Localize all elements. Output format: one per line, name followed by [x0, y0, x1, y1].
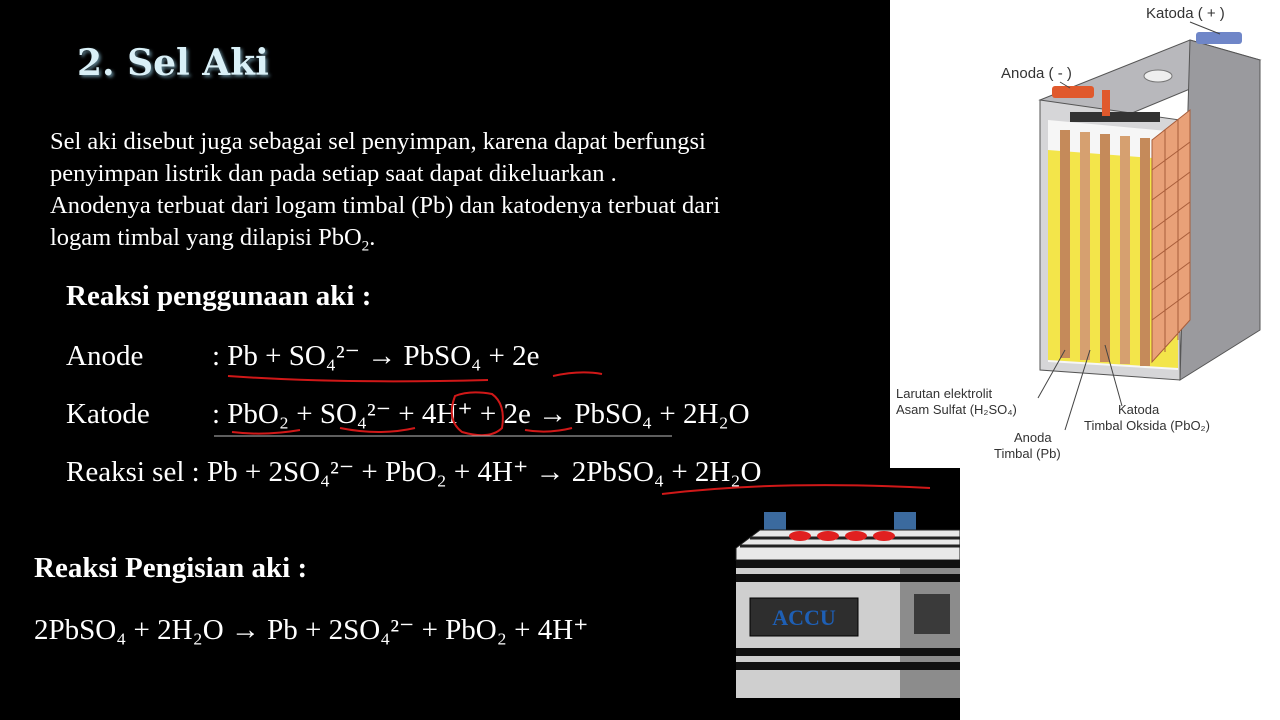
accu-battery-illustration	[730, 508, 960, 698]
cell-equation: : Pb + 2SO₄²⁻ + PbO₂ + 4H⁺ → 2PbSO₄ + 2H₂O	[191, 456, 762, 488]
label-katoda-bottom-1: Katoda	[1118, 402, 1160, 417]
cathode-reaction	[66, 396, 750, 431]
label-anoda-bottom-2: Timbal (Pb)	[994, 446, 1061, 461]
battery-label: ACCU	[772, 605, 836, 630]
cell-reaction	[66, 454, 761, 489]
para-line-4-end: .	[369, 224, 376, 251]
para-line-4-text: logam timbal yang dilapisi PbO	[50, 224, 362, 251]
label-katoda-bottom-2: Timbal Oksida (PbO₂)	[1084, 418, 1210, 433]
para-line-4	[50, 222, 890, 254]
label-electrolyte-2: Asam Sulfat (H₂SO₄)	[896, 402, 1017, 417]
cell-label: Reaksi sel	[66, 456, 185, 488]
intro-paragraph	[50, 126, 890, 254]
label-anoda-bottom-1: Anoda	[1014, 430, 1052, 445]
label-katoda-top: Katoda ( + )	[1146, 5, 1225, 22]
usage-heading: Reaksi penggunaan aki :	[66, 280, 372, 312]
anode-equation: : Pb + SO₄²⁻ → PbSO₄ + 2e	[212, 340, 540, 372]
charging-equation: 2PbSO₄ + 2H₂O → Pb + 2SO₄²⁻ + PbO₂ + 4H⁺	[34, 614, 589, 646]
anode-label: Anode	[66, 340, 144, 372]
para-line-2: penyimpan listrik dan pada setiap saat dapat dikeluarkan .	[50, 160, 617, 187]
para-line-4-sub: 2	[361, 237, 370, 255]
label-electrolyte-1: Larutan elektrolit	[896, 386, 993, 401]
page-title: 2. Sel Aki	[77, 42, 269, 84]
cathode-equation: : PbO₂ + SO₄²⁻ + 4H⁺ + 2e → PbSO₄ + 2H₂O	[212, 398, 750, 430]
blank-area	[960, 466, 1280, 720]
battery-terminal-right	[894, 512, 916, 532]
battery-terminal-left	[764, 512, 786, 532]
battery-cell-diagram	[890, 0, 1280, 468]
para-line-3: Anodenya terbuat dari logam timbal (Pb) dan katodenya terbuat dari	[50, 192, 721, 219]
anode-reaction	[66, 338, 540, 373]
label-anoda-top: Anoda ( - )	[1001, 65, 1072, 82]
cathode-label: Katode	[66, 398, 150, 430]
para-line-1: Sel aki disebut juga sebagai sel penyimpan, karena dapat berfungsi	[50, 128, 706, 155]
charging-heading: Reaksi Pengisian aki :	[34, 552, 308, 584]
